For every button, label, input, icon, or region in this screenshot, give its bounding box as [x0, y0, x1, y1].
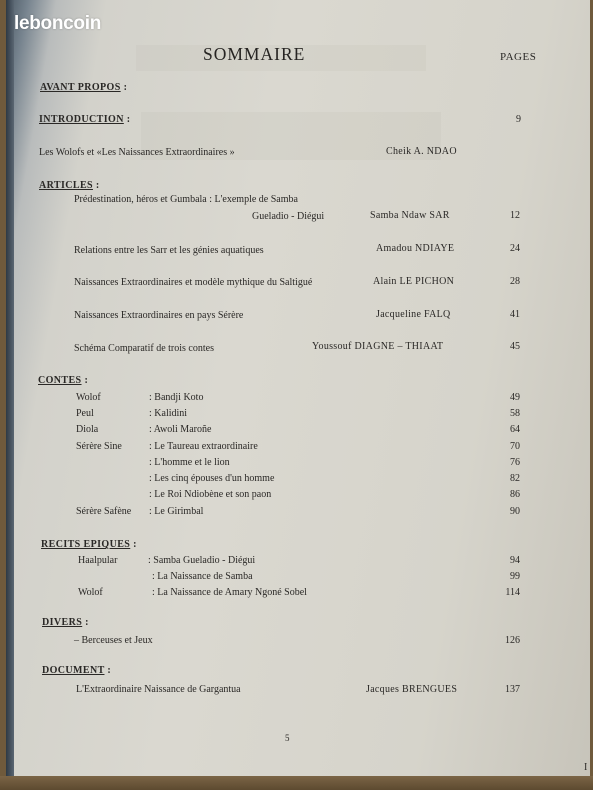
page-number: 28 [510, 276, 520, 287]
section-articles: ARTICLES : [39, 180, 100, 191]
entry-people: Haalpular [78, 555, 118, 566]
entry-title: L'Extraordinaire Naissance de Gargantua [76, 684, 241, 695]
entry-title: : Les cinq épouses d'un homme [149, 473, 275, 484]
page-binding-shadow [6, 0, 14, 790]
entry-title: Prédestination, héros et Gumbala : L'exemple de Samba [74, 194, 298, 205]
entry-people: Peul [76, 408, 94, 419]
entry-author: Jacqueline FALQ [376, 309, 451, 320]
page-number: 86 [510, 489, 520, 500]
entry-title: Naissances Extraordinaires en pays Sérère [74, 310, 244, 321]
leboncoin-watermark: leboncoin [14, 13, 102, 34]
entry-author: Youssouf DIAGNE – THIAAT [312, 341, 444, 352]
entry-author: Amadou NDIAYE [376, 243, 455, 254]
page-title: SOMMAIRE [203, 44, 306, 64]
page-number: 137 [505, 684, 520, 695]
page-number: 9 [516, 114, 521, 125]
entry-author: Jacques BRENGUES [366, 684, 458, 695]
entry-people: Sérère Sine [76, 441, 122, 452]
section-recits-epiques: RECITS EPIQUES : [41, 539, 137, 550]
entry-people: Diola [76, 424, 99, 435]
entry-title: : Samba Gueladio - Diégui [148, 555, 256, 566]
page-number: 58 [510, 408, 520, 419]
document-page [6, 0, 590, 790]
page-number: 64 [510, 424, 520, 435]
entry-title: : Le Girimbal [149, 506, 204, 517]
page-folio: 5 [285, 733, 290, 743]
entry-title: : Bandji Koto [149, 392, 204, 403]
entry-title: : La Naissance de Amary Ngoné Sobel [152, 587, 307, 598]
entry-title: : Kalidini [149, 408, 188, 419]
page-number: 12 [510, 210, 520, 221]
entry-title: Schéma Comparatif de trois contes [74, 343, 214, 354]
page-number: 94 [510, 555, 520, 566]
entry-title: : L'homme et le lion [149, 457, 230, 468]
entry-title: : Awoli Maroñe [149, 424, 212, 435]
page-number: 41 [510, 309, 520, 320]
table-surface [0, 776, 593, 790]
entry-author: Samba Ndaw SAR [370, 210, 450, 221]
entry-author: Cheik A. NDAO [386, 146, 457, 157]
section-divers: DIVERS : [42, 617, 89, 628]
entry-title: : Le Roi Ndiobène et son paon [149, 489, 272, 500]
entry-title-continued: Gueladio - Diégui [252, 211, 325, 222]
section-avant-propos: AVANT PROPOS : [40, 82, 128, 93]
entry-title: : La Naissance de Samba [152, 571, 253, 582]
entry-people: Wolof [76, 392, 101, 403]
section-introduction: INTRODUCTION : [39, 114, 131, 125]
entry-people: Sérère Safène [76, 506, 132, 517]
page-number: 114 [505, 587, 520, 598]
entry-title: Les Wolofs et «Les Naissances Extraordinaires » [39, 147, 235, 158]
page-number: 76 [510, 457, 520, 468]
entry-title: Naissances Extraordinaires et modèle mythique du Saltigué [74, 277, 313, 288]
entry-people: Wolof [78, 587, 103, 598]
corner-mark: I [584, 762, 588, 773]
entry-author: Alain LE PICHON [373, 276, 455, 287]
entry-title: – Berceuses et Jeux [74, 635, 153, 646]
page-number: 45 [510, 341, 520, 352]
page-number: 49 [510, 392, 520, 403]
page-number: 90 [510, 506, 520, 517]
entry-title: Relations entre les Sarr et les génies aquatiques [74, 245, 264, 256]
page-number: 82 [510, 473, 520, 484]
section-document: DOCUMENT : [42, 665, 112, 676]
page-number: 70 [510, 441, 520, 452]
page-number: 24 [510, 243, 520, 254]
page-number: 99 [510, 571, 520, 582]
section-contes: CONTES : [38, 375, 89, 386]
entry-title: : Le Taureau extraordinaire [149, 441, 258, 452]
pages-column-heading: PAGES [500, 51, 537, 63]
page-number: 126 [505, 635, 520, 646]
